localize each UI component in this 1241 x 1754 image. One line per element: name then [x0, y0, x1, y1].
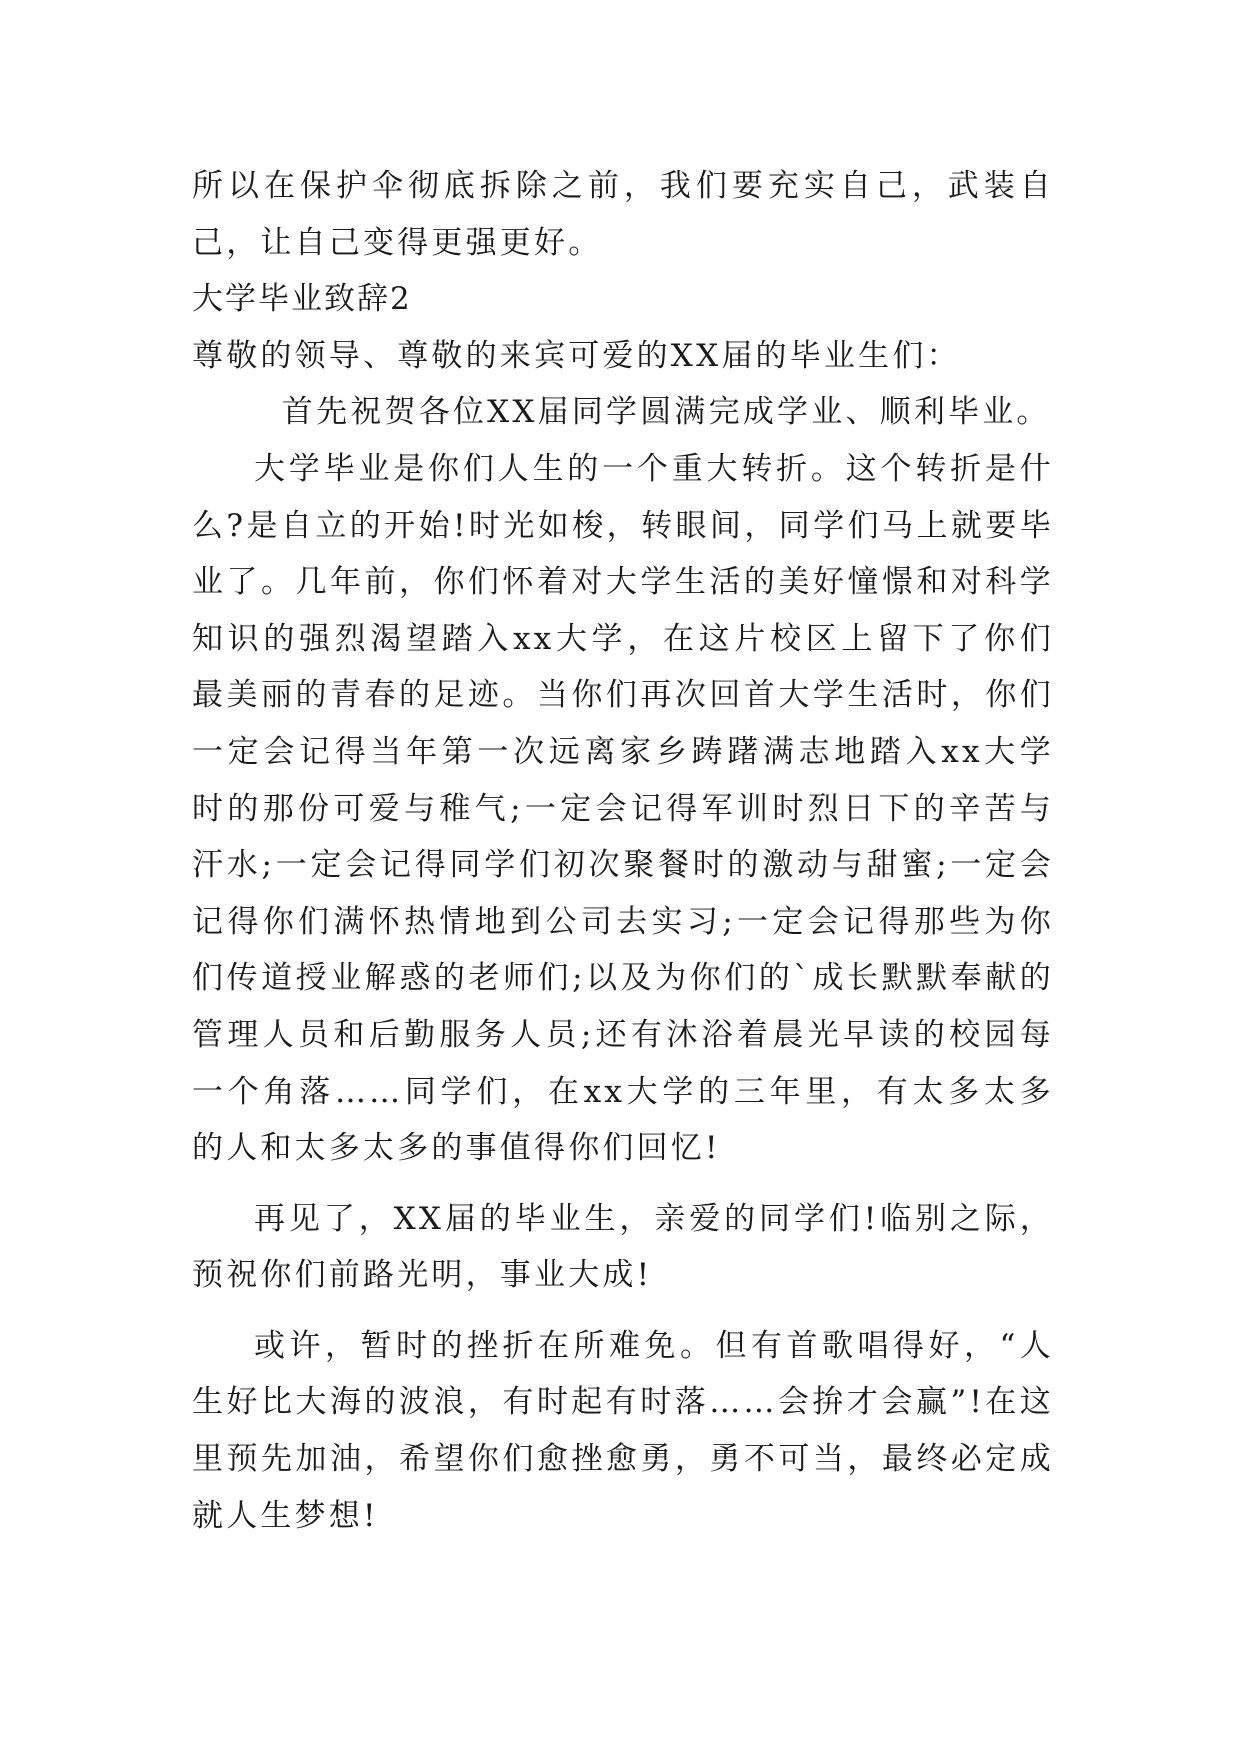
paragraph-farewell: 再见了，XX届的毕业生，亲爱的同学们!临别之际，预祝你们前路光明，事业大成!	[192, 1200, 1054, 1294]
document-body	[192, 158, 1054, 1544]
paragraph-encouragement: 或许，暂时的挫折在所难免。但有首歌唱得好，“人生好比大海的波浪，有时起有时落……会拚才会赢”!在这里预先加油，希望你们愈挫愈勇，勇不可当，最终必定成就人生梦想!	[192, 1327, 1054, 1534]
section-title: 大学毕业致辞2	[192, 281, 412, 318]
salutation: 尊敬的领导、尊敬的来宾可爱的XX届的毕业生们：	[192, 337, 961, 374]
paragraph-closing-previous: 所以在保护伞彻底拆除之前，我们要充实自己，武装自己，让自己变得更强更好。	[192, 168, 1054, 261]
paragraph-congratulations: 首先祝贺各位XX届同学圆满完成学业、顺利毕业。	[281, 394, 1051, 431]
paragraph-turning-point: 大学毕业是你们人生的一个重大转折。这个转折是什么?是自立的开始!时光如梭，转眼间，同学们马上就要毕业了。几年前，你们怀着对大学生活的美好憧憬和对科学知识的强烈渴望踏入xx大学，在这片校区上留下了你们最美丽的青春的足迹。当你们再次回首大学生活时，你们一定会记得当年第一次远离家乡踌躇满志地踏入xx大学时的那份可爱与稚气;一定会记得军训时烈日下的辛苦与汗水;一定会记得同学们初次聚餐时的激动与甜蜜;一定会记得你们满怀热情地到公司去实习;一定会记得那些为你们传道授业解惑的老师们;以及为你们的`成长默默奉献的管理人员和后勤服务人员;还有沐浴着晨光早读的校园每一个角落……同学们，在xx大学的三年里，有太多太多的人和太多太多的事值得你们回忆!	[192, 450, 1054, 1167]
